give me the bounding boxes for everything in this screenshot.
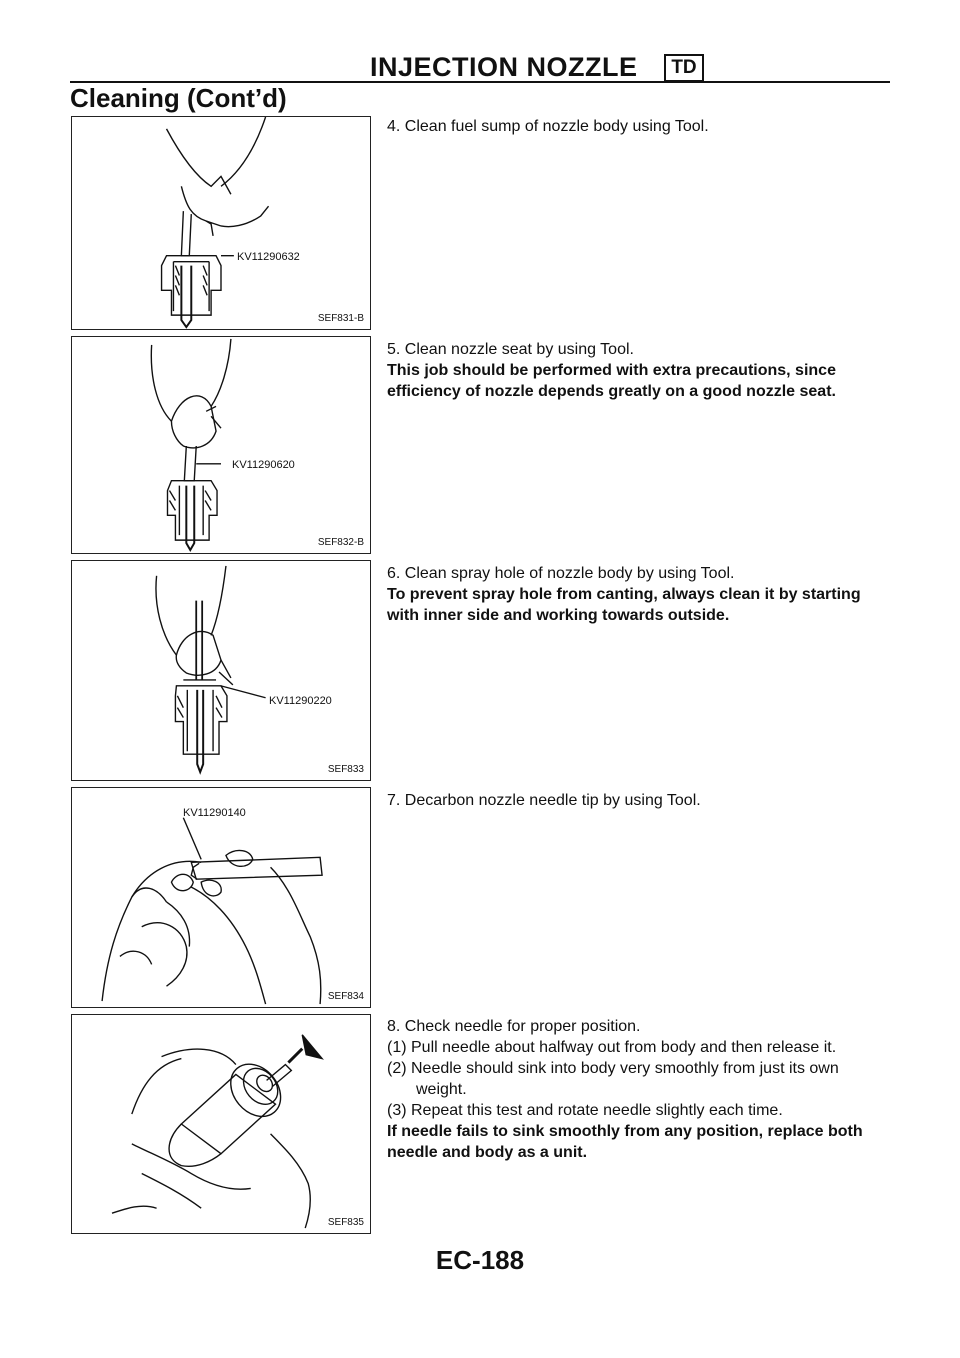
figure-code: SEF835	[327, 1217, 364, 1228]
figure-code: SEF833	[327, 764, 364, 775]
sub-step: (2) Needle should sink into body very smoothly from just its own weight.	[387, 1060, 839, 1098]
figure-spray-hole-cleaning	[71, 560, 371, 781]
page-number: EC-188	[435, 1245, 525, 1275]
figure-needle-position-check	[71, 1014, 371, 1234]
tool-label: KV11290620	[232, 459, 295, 471]
page-title: INJECTION NOZZLE	[370, 52, 638, 82]
step-line: 5. Clean nozzle seat by using Tool.	[387, 341, 634, 358]
step-4-text	[387, 116, 892, 137]
figure-code: SEF832-B	[317, 537, 364, 548]
step-8-text	[387, 1016, 892, 1163]
tool-label: KV11290220	[269, 695, 332, 707]
step-line: 6. Clean spray hole of nozzle body by using Tool.	[387, 565, 735, 582]
engine-badge: TD	[664, 54, 704, 82]
caution-note: If needle fails to sink smoothly from any position, replace both needle and body as a unit.	[387, 1123, 863, 1161]
figure-nozzle-seat-cleaning	[71, 336, 371, 554]
figure-fuel-sump-cleaning	[71, 116, 371, 330]
page-header	[70, 52, 890, 114]
sub-step: (1) Pull needle about halfway out from body and then release it.	[387, 1039, 837, 1056]
illustration-hand-tool-nozzle	[72, 337, 370, 553]
step-line: 7. Decarbon nozzle needle tip by using Tool.	[387, 792, 701, 809]
step-line: 8. Check needle for proper position.	[387, 1018, 641, 1035]
sub-step: (3) Repeat this test and rotate needle slightly each time.	[387, 1102, 783, 1119]
step-6-text	[387, 563, 892, 626]
illustration-hand-nozzle-needle	[72, 1015, 370, 1233]
tool-label: KV11290140	[183, 807, 246, 819]
step-5-text	[387, 339, 892, 402]
step-line: 4. Clean fuel sump of nozzle body using Tool.	[387, 118, 709, 135]
illustration-hands-needle-tool	[72, 788, 370, 1007]
figure-code: SEF831-B	[317, 313, 364, 324]
tool-label: KV11290632	[237, 251, 300, 263]
figure-code: SEF834	[327, 991, 364, 1002]
caution-note: To prevent spray hole from canting, always clean it by starting with inner side and working towards outside.	[387, 586, 861, 624]
illustration-hand-tool-nozzle	[72, 117, 370, 329]
illustration-hand-tool-nozzle	[72, 561, 370, 780]
figure-needle-tip-decarbon	[71, 787, 371, 1008]
step-7-text	[387, 790, 892, 811]
page-subtitle: Cleaning (Cont’d)	[70, 83, 287, 113]
caution-note: This job should be performed with extra precautions, since efficiency of nozzle depends greatly on a good nozzle seat.	[387, 362, 836, 400]
